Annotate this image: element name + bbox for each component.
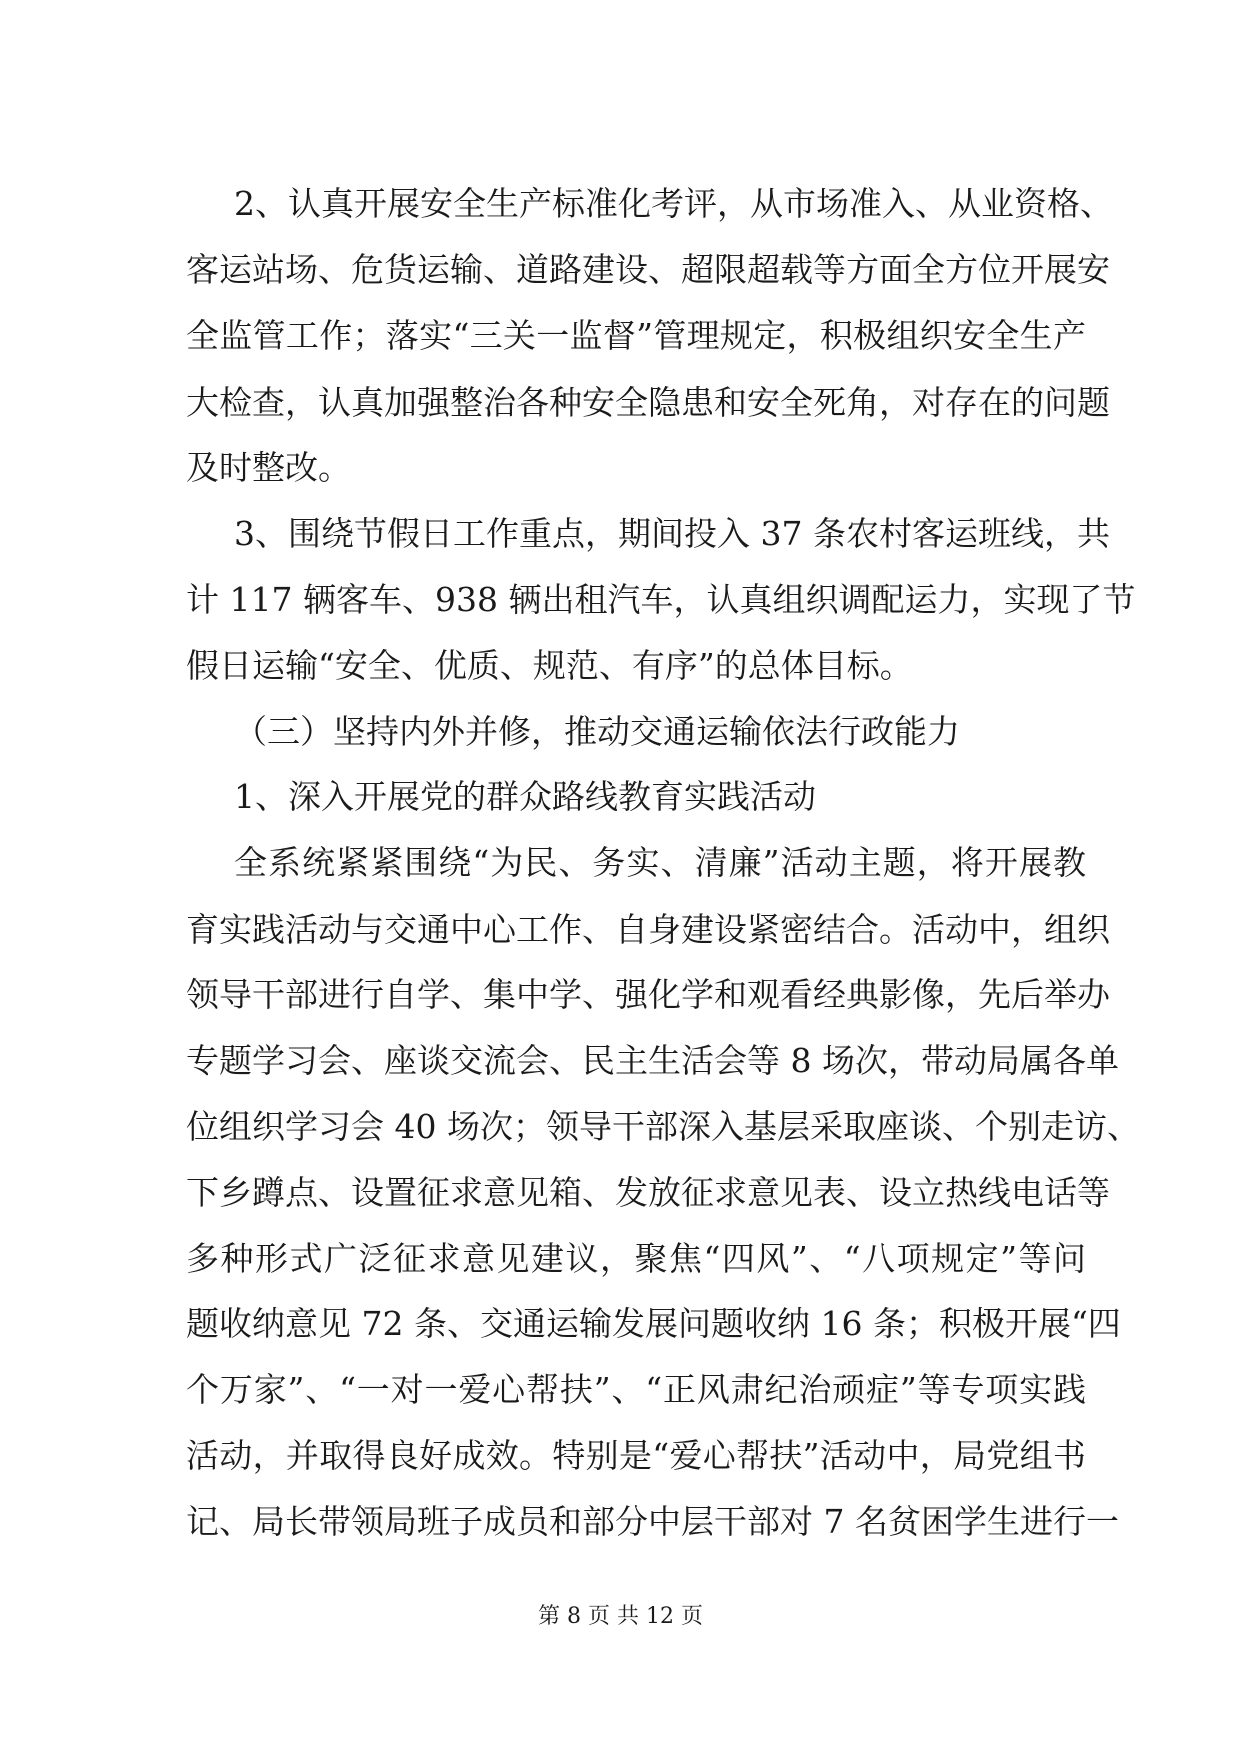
text-line-5: 及时整改。: [186, 448, 351, 487]
text-line-18: 题收纳意见 72 条、交通运输发展问题收纳 16 条；积极开展“四: [186, 1304, 1121, 1343]
text-line-13: 领导干部进行自学、集中学、强化学和观看经典影像，先后举办: [186, 975, 1110, 1014]
text-line-17: 多种形式广泛征求意见建议，聚焦“四风”、“八项规定”等问: [186, 1239, 1086, 1278]
text-line-2: 客运站场、危货运输、道路建设、超限超载等方面全方位开展安: [186, 250, 1110, 289]
text-line-20: 活动，并取得良好成效。特别是“爱心帮扶”活动中，局党组书: [186, 1436, 1086, 1475]
text-line-1: 2、认真开展安全生产标准化考评，从市场准入、从业资格、: [234, 184, 1113, 223]
text-line-11: 全系统紧紧围绕“为民、务实、清廉”活动主题，将开展教: [234, 843, 1086, 882]
text-line-12: 育实践活动与交通中心工作、自身建设紧密结合。活动中，组织: [186, 910, 1110, 949]
text-line-8: 假日运输“安全、优质、规范、有序”的总体目标。: [186, 646, 913, 685]
page-number-footer: 第 8 页 共 12 页: [538, 1604, 703, 1629]
text-line-15: 位组织学习会 40 场次；领导干部深入基层采取座谈、个别走访、: [186, 1107, 1140, 1146]
text-line-16: 下乡蹲点、设置征求意见箱、发放征求意见表、设立热线电话等: [186, 1173, 1110, 1212]
text-line-14: 专题学习会、座谈交流会、民主生活会等 8 场次，带动局属各单: [186, 1041, 1119, 1080]
text-line-3: 全监管工作；落实“三关一监督”管理规定，积极组织安全生产: [186, 316, 1086, 355]
text-line-19: 个万家”、“一对一爱心帮扶”、“正风肃纪治顽症”等专项实践: [186, 1370, 1086, 1409]
text-line-6: 3、围绕节假日工作重点，期间投入 37 条农村客运班线，共: [234, 514, 1110, 553]
text-line-21: 记、局长带领局班子成员和部分中层干部对 7 名贫困学生进行一: [186, 1502, 1119, 1541]
text-line-4: 大检查，认真加强整治各种安全隐患和安全死角，对存在的问题: [186, 383, 1110, 422]
subsection-heading: 1、深入开展党的群众路线教育实践活动: [234, 777, 816, 816]
section-heading: （三）坚持内外并修，推动交通运输依法行政能力: [234, 712, 960, 751]
text-line-7: 计 117 辆客车、938 辆出租汽车，认真组织调配运力，实现了节: [186, 580, 1136, 619]
